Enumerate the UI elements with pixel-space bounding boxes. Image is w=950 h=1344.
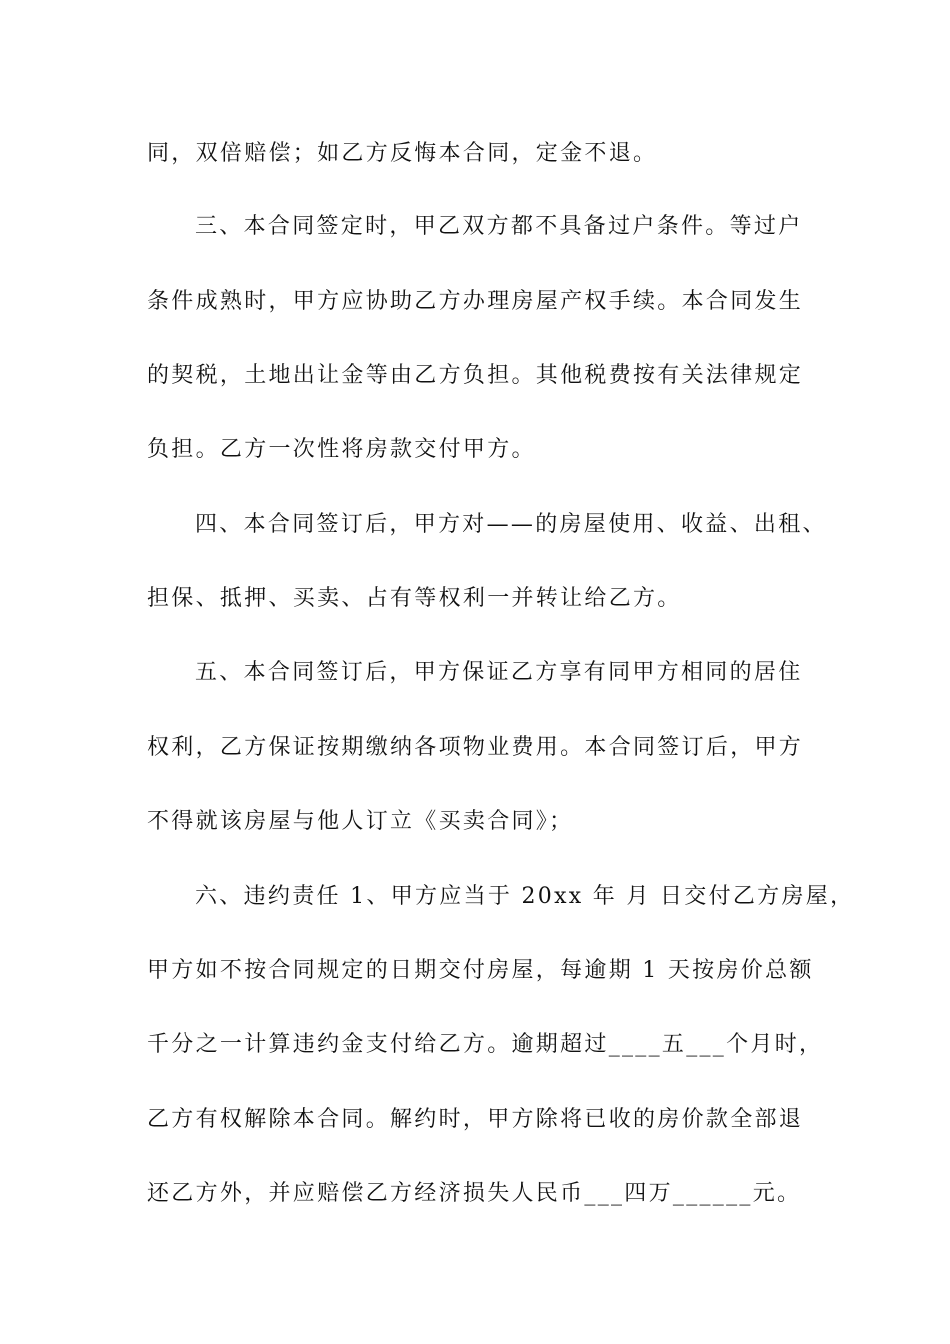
text-line: 不得就该房屋与他人订立《买卖合同》； (147, 809, 574, 834)
text-line: 还乙方外，并应赔偿乙方经济损失人民币___四万______元。 (147, 1181, 802, 1206)
text-line: 条件成熟时，甲方应协助乙方办理房屋产权手续。本合同发生 (147, 289, 804, 314)
paragraph-6-start: 六、违约责任 1、甲方应当于 20xx 年 月 日交付乙方房屋， (195, 884, 855, 909)
paragraph-4-start: 四、本合同签订后，甲方对——的房屋使用、收益、出租、 (195, 512, 827, 537)
paragraph-3-start: 三、本合同签定时，甲乙双方都不具备过户条件。等过户 (195, 214, 803, 239)
text-line: 的契税，土地出让金等由乙方负担。其他税费按有关法律规定 (147, 363, 804, 388)
text-line: 乙方有权解除本合同。解约时，甲方除将已收的房价款全部退 (147, 1107, 804, 1132)
text-line: 负担。乙方一次性将房款交付甲方。 (147, 437, 536, 462)
paragraph-5-start: 五、本合同签订后，甲方保证乙方享有同甲方相同的居住 (195, 660, 803, 685)
text-line: 千分之一计算违约金支付给乙方。逾期超过____五___个月时， (147, 1032, 824, 1057)
text-line: 同，双倍赔偿；如乙方反悔本合同，定金不退。 (147, 141, 658, 166)
text-line: 甲方如不按合同规定的日期交付房屋，每逾期 1 天按房价总额 (147, 958, 814, 983)
text-line: 权利，乙方保证按期缴纳各项物业费用。本合同签订后，甲方 (147, 735, 804, 760)
text-line: 担保、抵押、买卖、占有等权利一并转让给乙方。 (147, 586, 682, 611)
